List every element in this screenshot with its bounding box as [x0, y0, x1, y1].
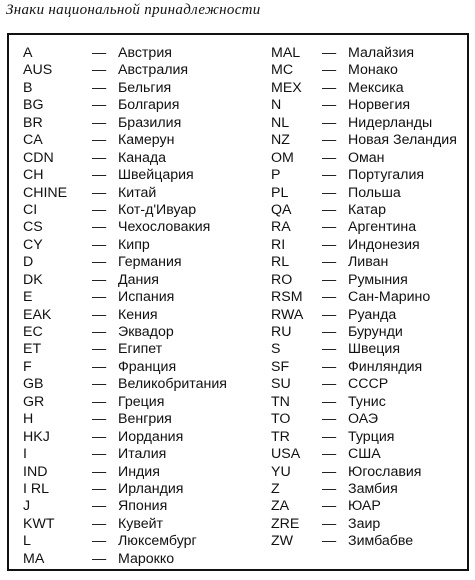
country-name: Япония: [118, 498, 168, 515]
country-name: Румыния: [348, 271, 408, 288]
dash-separator: —: [322, 463, 337, 480]
country-code: MC: [271, 62, 294, 79]
country-name: Испания: [118, 289, 175, 306]
country-name: Египет: [118, 341, 163, 358]
country-name: Индия: [118, 463, 160, 480]
country-name: Великобритания: [118, 376, 227, 393]
country-name: Малайзия: [348, 45, 415, 61]
country-code: A: [23, 45, 33, 61]
country-name: Сан-Марино: [348, 289, 431, 306]
country-code: I RL: [23, 480, 50, 497]
country-name: Ливан: [348, 254, 389, 271]
country-code: F: [23, 358, 32, 375]
country-code: N: [271, 97, 282, 114]
dash-separator: —: [92, 289, 107, 306]
dash-separator: —: [92, 62, 107, 79]
country-name: Италия: [118, 446, 167, 463]
dash-separator: —: [92, 533, 107, 550]
country-code: CHINE: [23, 184, 68, 201]
dash-separator: —: [322, 341, 337, 358]
dash-separator: —: [92, 79, 107, 96]
dash-separator: —: [92, 201, 107, 218]
country-name: Оман: [348, 149, 385, 166]
dash-separator: —: [92, 149, 107, 166]
dash-separator: —: [322, 114, 337, 131]
country-code: OM: [271, 149, 294, 166]
country-code: CS: [23, 219, 43, 236]
country-code: CY: [23, 236, 43, 253]
country-code: SU: [271, 376, 291, 393]
dash-separator: —: [322, 533, 337, 550]
dash-separator: —: [92, 446, 107, 463]
dash-separator: —: [322, 201, 337, 218]
country-code: CDN: [23, 149, 54, 166]
country-name: ЮАР: [348, 498, 381, 515]
country-name: Аргентина: [348, 219, 417, 236]
country-name: Люксембург: [118, 533, 197, 550]
country-code: RI: [271, 236, 286, 253]
country-code: L: [23, 533, 31, 550]
country-name: Франция: [118, 358, 177, 375]
country-code: DK: [23, 271, 43, 288]
country-name: Кения: [118, 306, 158, 323]
dash-separator: —: [92, 324, 107, 340]
dash-separator: —: [322, 498, 337, 515]
country-name: Польша: [348, 184, 401, 201]
country-code: GR: [23, 393, 45, 410]
country-name: Индонезия: [348, 236, 420, 253]
dash-separator: —: [92, 515, 107, 532]
country-name: ОАЭ: [348, 411, 379, 428]
country-code: CI: [23, 201, 38, 218]
country-name: Бразилия: [118, 114, 182, 131]
country-code: CA: [23, 132, 43, 149]
country-code: ZW: [271, 533, 294, 550]
country-name: Югославия: [348, 463, 422, 480]
country-name: Бурунди: [348, 324, 403, 340]
country-name: Зимбабве: [348, 533, 414, 550]
country-name: Нидерланды: [348, 114, 433, 131]
country-name: Швейцария: [118, 167, 194, 184]
country-code: RWA: [271, 306, 304, 323]
country-code: ZRE: [271, 515, 300, 532]
country-name: Замбия: [348, 480, 398, 497]
country-code: YU: [271, 463, 291, 480]
country-code: MEX: [271, 79, 302, 96]
dash-separator: —: [322, 289, 337, 306]
dash-separator: —: [92, 428, 107, 445]
country-code: MA: [23, 550, 45, 567]
country-code: RA: [271, 219, 291, 236]
dash-separator: —: [322, 254, 337, 271]
country-name: Кот-д'Ивуар: [118, 201, 197, 218]
dash-separator: —: [322, 132, 337, 149]
country-name: Финляндия: [348, 358, 423, 375]
dash-separator: —: [322, 376, 337, 393]
country-code: BR: [23, 114, 43, 131]
country-name: Марокко: [118, 550, 175, 567]
dash-separator: —: [92, 550, 107, 567]
country-code: ZA: [271, 498, 290, 515]
dash-separator: —: [92, 219, 107, 236]
country-name: Австрия: [118, 45, 172, 61]
country-name: Заир: [348, 515, 381, 532]
country-name: Бельгия: [118, 79, 172, 96]
country-name: Португалия: [348, 167, 425, 184]
dash-separator: —: [322, 428, 337, 445]
dash-separator: —: [322, 515, 337, 532]
dash-separator: —: [322, 393, 337, 410]
country-name: Греция: [118, 393, 165, 410]
country-code: RU: [271, 324, 292, 340]
country-name: Китай: [118, 184, 157, 201]
country-name: Норвегия: [348, 97, 411, 114]
country-code: D: [23, 254, 34, 271]
country-name: Чехословакия: [118, 219, 211, 236]
dash-separator: —: [322, 79, 337, 96]
country-code: RO: [271, 271, 293, 288]
dash-separator: —: [322, 184, 337, 201]
dash-separator: —: [92, 393, 107, 410]
country-name: США: [348, 446, 381, 463]
country-name: Швеция: [348, 341, 401, 358]
country-code: Z: [271, 480, 280, 497]
country-code: CH: [23, 167, 44, 184]
country-name: Кувейт: [118, 515, 164, 532]
dash-separator: —: [322, 411, 337, 428]
country-code: H: [23, 411, 34, 428]
country-name: Катар: [348, 201, 386, 218]
dash-separator: —: [92, 184, 107, 201]
country-code: SF: [271, 358, 290, 375]
country-name: Иордания: [118, 428, 184, 445]
country-code: S: [271, 341, 281, 358]
country-name: Ирландия: [118, 480, 184, 497]
dash-separator: —: [322, 219, 337, 236]
country-code: NZ: [271, 132, 290, 149]
dash-separator: —: [92, 236, 107, 253]
dash-separator: —: [92, 132, 107, 149]
dash-separator: —: [92, 480, 107, 497]
country-code: EC: [23, 324, 43, 340]
country-code: BG: [23, 97, 44, 114]
country-code: I: [23, 446, 27, 463]
country-code: RSM: [271, 289, 303, 306]
country-name: Руанда: [348, 306, 397, 323]
country-code: IND: [23, 463, 48, 480]
dash-separator: —: [92, 45, 107, 61]
country-name: Кипр: [118, 236, 150, 253]
dash-separator: —: [322, 446, 337, 463]
dash-separator: —: [322, 236, 337, 253]
country-code: KWT: [23, 515, 55, 532]
country-name: Эквадор: [118, 324, 174, 340]
country-name: Турция: [348, 428, 395, 445]
dash-separator: —: [322, 324, 337, 340]
country-name: СССР: [348, 376, 389, 393]
dash-separator: —: [92, 167, 107, 184]
country-name: Дания: [118, 271, 159, 288]
country-code: J: [23, 498, 31, 515]
dash-separator: —: [322, 358, 337, 375]
dash-separator: —: [322, 167, 337, 184]
dash-separator: —: [322, 271, 337, 288]
country-name: Болгария: [118, 97, 180, 114]
country-code: USA: [271, 446, 301, 463]
dash-separator: —: [92, 114, 107, 131]
dash-separator: —: [92, 97, 107, 114]
country-name: Мексика: [348, 79, 404, 96]
country-code: P: [271, 167, 281, 184]
dash-separator: —: [92, 254, 107, 271]
country-code: TN: [271, 393, 290, 410]
country-name: Канада: [118, 149, 167, 166]
country-code: ET: [23, 341, 42, 358]
dash-separator: —: [92, 306, 107, 323]
country-code: QA: [271, 201, 292, 218]
country-code: MAL: [271, 45, 301, 61]
country-name: Австралия: [118, 62, 189, 79]
country-code: GB: [23, 376, 44, 393]
dash-separator: —: [322, 45, 337, 61]
dash-separator: —: [322, 149, 337, 166]
country-name: Венгрия: [118, 411, 172, 428]
country-name: Тунис: [348, 393, 386, 410]
dash-separator: —: [322, 306, 337, 323]
dash-separator: —: [322, 480, 337, 497]
dash-separator: —: [92, 411, 107, 428]
country-code: EAK: [23, 306, 52, 323]
dash-separator: —: [322, 62, 337, 79]
country-code: HKJ: [23, 428, 50, 445]
country-code: AUS: [23, 62, 53, 79]
country-code: TO: [271, 411, 291, 428]
dash-separator: —: [92, 271, 107, 288]
country-name: Камерун: [118, 132, 175, 149]
country-code: RL: [271, 254, 290, 271]
page-title: Знаки национальной принадлежности: [6, 2, 261, 18]
country-name: Новая Зеландия: [348, 132, 457, 149]
dash-separator: —: [92, 358, 107, 375]
country-name: Монако: [348, 62, 398, 79]
dash-separator: —: [322, 97, 337, 114]
country-code: NL: [271, 114, 290, 131]
dash-separator: —: [92, 498, 107, 515]
dash-separator: —: [92, 463, 107, 480]
country-code: TR: [271, 428, 290, 445]
country-name: Германия: [118, 254, 182, 271]
dash-separator: —: [92, 376, 107, 393]
country-code: PL: [271, 184, 289, 201]
country-code: E: [23, 289, 33, 306]
dash-separator: —: [92, 341, 107, 358]
country-code: B: [23, 79, 33, 96]
